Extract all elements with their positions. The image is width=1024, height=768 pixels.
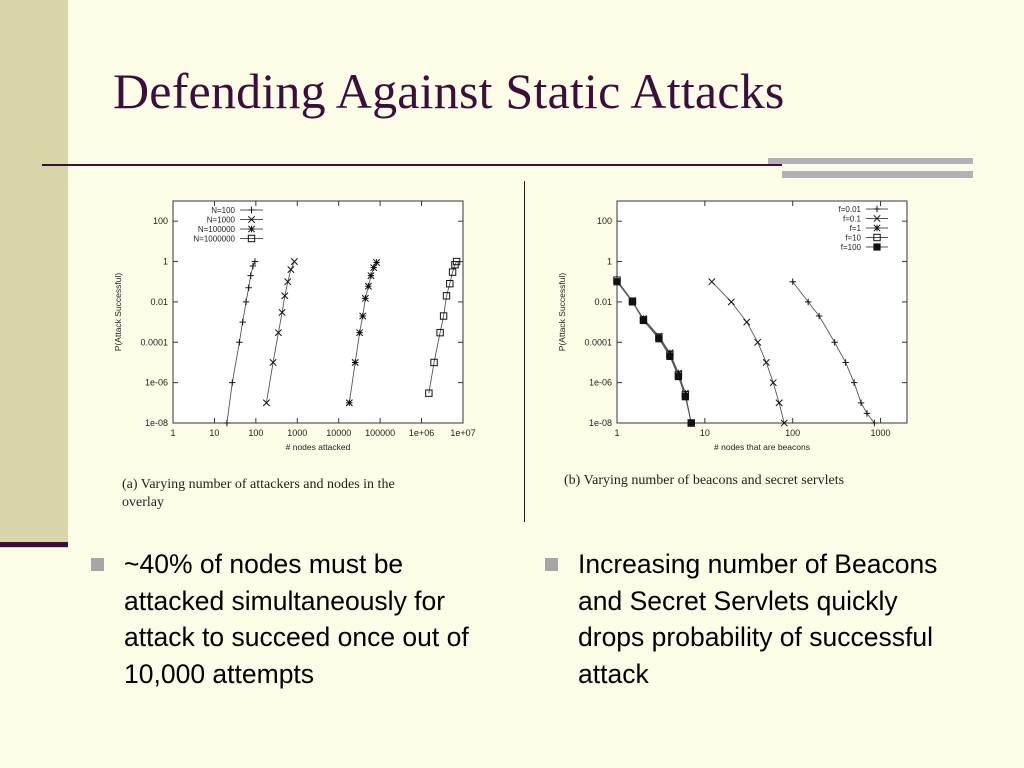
x-tick-label: 10 [209,428,220,438]
x-tick-label: 100000 [365,428,396,438]
decorative-gray-bar-bottom [782,171,973,178]
y-tick-label: 0.0001 [140,337,168,348]
x-axis-label: # nodes attacked [285,442,351,452]
left-decorative-bar [0,0,68,548]
title-underline [42,164,782,166]
figure-caption: overlay [122,495,164,510]
marker-filled-square [682,393,689,400]
y-tick-label: 1e-08 [144,418,168,428]
marker-filled-square [688,419,695,426]
legend-label: f=0.01 [838,205,861,214]
y-tick-label: 1 [162,256,168,267]
y-tick-label: 0.0001 [584,337,612,348]
y-axis-label: P(Attack Successful) [557,272,567,352]
marker-filled-square [613,278,620,285]
legend-label: N=100 [211,206,235,215]
x-tick-label: 100 [248,428,264,438]
legend-label: N=100000 [197,225,235,234]
figure-area [95,182,955,524]
marker-star [368,272,374,278]
x-tick-label: 1000 [287,428,308,438]
marker-star [248,226,254,232]
x-tick-label: 1 [170,428,176,438]
x-tick-label: 10000 [326,428,352,438]
marker-star [346,400,352,406]
bullet-right [545,546,955,692]
legend-label: f=10 [845,233,861,243]
y-tick-label: 1 [606,256,612,267]
marker-star [365,283,371,289]
figure-caption: (b) Varying number of beacons and secret servlets [564,473,845,488]
x-tick-label: 1e+07 [450,428,476,438]
marker-star [373,259,379,265]
legend-label: f=100 [840,243,861,252]
chart-b [530,182,930,524]
marker-star [356,329,362,335]
y-tick-label: 0.01 [150,296,168,307]
marker-filled-square [873,243,880,250]
chart-a [95,182,515,524]
marker-filled-square [655,335,662,342]
x-tick-label: 10 [699,428,710,438]
left-bar-accent [0,542,68,547]
marker-filled-square [666,353,673,360]
figure-caption: (a) Varying number of attackers and nodes in the [122,477,395,492]
y-tick-label: 1e-06 [144,377,168,388]
x-tick-label: 100 [785,428,801,438]
y-axis-label: P(Attack Successful) [113,272,123,352]
y-tick-label: 100 [152,216,168,227]
y-tick-label: 0.01 [594,296,612,307]
slide-title: Defending Against Static Attacks [113,63,785,119]
marker-filled-square [675,373,682,380]
x-tick-label: 1e+06 [408,428,435,438]
legend-label: f=1 [849,224,861,233]
x-tick-label: 1000 [870,428,891,438]
y-tick-label: 100 [596,216,612,227]
x-tick-label: 1 [614,428,620,438]
bullet-marker [91,558,104,571]
bullet-right-text: Increasing number of Beacons and Secret Servlets quickly drops probability of successful attack [578,549,938,689]
decorative-gray-bar-top [768,158,973,164]
bullet-marker [545,558,558,571]
legend-label: N=1000000 [193,234,235,244]
bullet-left-text: ~40% of nodes must be attacked simultaneously for attack to succeed once out of 10,000 attempts [124,549,469,689]
legend-label: N=1000 [206,215,235,225]
x-axis-label: # nodes that are beacons [714,442,810,452]
figure-divider [524,181,525,522]
marker-star [874,225,880,231]
marker-star [360,313,366,319]
marker-star [352,359,358,365]
plot-frame [617,201,907,423]
y-tick-label: 1e-08 [588,418,612,428]
marker-filled-square [629,298,636,305]
y-tick-label: 1e-06 [588,377,612,388]
legend-label: f=0.1 [842,214,861,224]
marker-star [362,295,368,301]
marker-filled-square [640,317,647,324]
bullet-left [91,546,501,692]
